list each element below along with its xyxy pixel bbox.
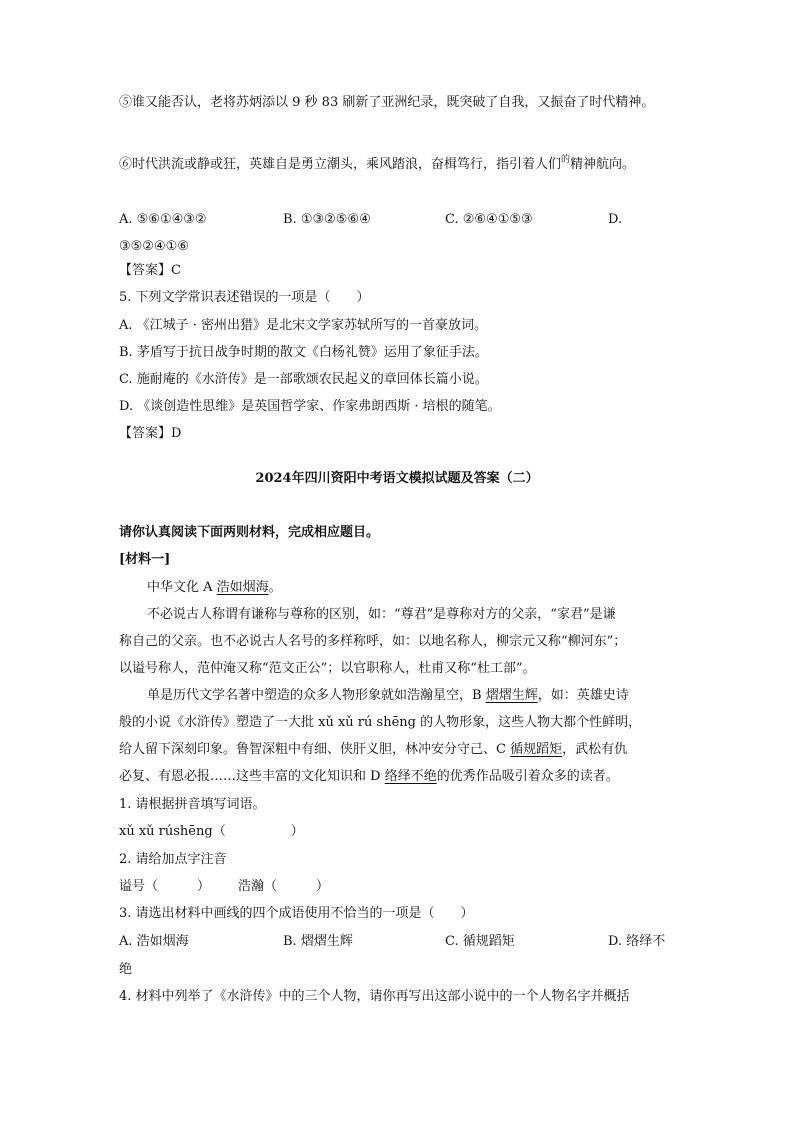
p1-end: 。 bbox=[268, 580, 282, 595]
material-1-p1 bbox=[147, 578, 282, 598]
q3-option-d-cont: 绝 bbox=[119, 962, 133, 977]
material-1-heading: [材料一] bbox=[119, 552, 171, 567]
q4-option-d: D. bbox=[608, 212, 623, 227]
q4-option-d-cont: ③⑤②④①⑥ bbox=[119, 239, 189, 254]
question-1-fill: xǔ xǔ rúshēng（ ） bbox=[119, 824, 304, 839]
question-2-fill-b: 浩瀚（ ） bbox=[238, 879, 330, 894]
q5-option-a: A. 《江城子 · 密州出猎》是北宋文学家苏轼所写的一首豪放词。 bbox=[119, 318, 488, 333]
p3-text-end: ，如：英雄史诗 bbox=[537, 688, 629, 703]
question-2: 2. 请给加点字注音 bbox=[119, 852, 227, 867]
p3-line4-end: 的优秀作品吸引着众多的读者。 bbox=[436, 769, 619, 784]
material-1-p3-line4 bbox=[119, 767, 619, 787]
idiom-b: 熠熠生辉 bbox=[485, 688, 538, 703]
question-1: 1. 请根据拼音填写词语。 bbox=[119, 797, 266, 812]
instruction: 请你认真阅读下面两则材料，完成相应题目。 bbox=[119, 525, 380, 540]
question-3: 3. 请选出材料中画线的四个成语使用不恰当的一项是（ ） bbox=[119, 906, 474, 921]
q4-answer: 【答案】C bbox=[119, 263, 181, 278]
exam-title: 2024年四川资阳中考语文模拟试题及答案（二） bbox=[255, 471, 539, 486]
item6-tail: 精神航向。 bbox=[570, 157, 636, 172]
material-1-p3-line2: 般的小说《水浒传》塑造了一大批 xǔ xǔ rú shēng 的人物形象，这些人物大都个性鲜明， bbox=[119, 715, 642, 730]
material-1-p2-line3: 以谥号称人，范仲淹又称“范文正公”；以官职称人，杜甫又称“杜工部”。 bbox=[119, 661, 536, 676]
item6-sup: 的 bbox=[561, 155, 571, 165]
q4-item-6 bbox=[119, 155, 635, 176]
q4-item-5: ⑤谁又能否认，老将苏炳添以 9 秒 83 刷新了亚洲纪录，既突破了自我，又振奋了时代精神。 bbox=[119, 95, 655, 110]
p1-text: 中华文化 A bbox=[147, 580, 217, 595]
q3-option-c: C. 循规蹈矩 bbox=[445, 934, 515, 949]
p3-line3-end: ，武松有仇 bbox=[562, 742, 628, 757]
q5-option-b: B. 茅盾写于抗日战争时期的散文《白杨礼赞》运用了象征手法。 bbox=[119, 345, 488, 360]
material-1-p3-line3 bbox=[119, 740, 627, 760]
p3-line4-text: 必复、有恩必报……这些丰富的文化知识和 D bbox=[119, 769, 385, 784]
material-1-p2-line1: 不必说古人称谓有谦称与尊称的区别，如：“尊君”是尊称对方的父亲，“家君”是谦 bbox=[147, 607, 616, 622]
p3-text: 单是历代文学名著中塑造的众多人物形象就如浩瀚星空，B bbox=[147, 688, 486, 703]
q5-answer: 【答案】D bbox=[119, 426, 182, 441]
q5-option-c: C. 施耐庵的《水浒传》是一部歌颂农民起义的章回体长篇小说。 bbox=[119, 372, 488, 387]
item6-text: ⑥时代洪流或静或狂，英雄自是勇立潮头，乘风踏浪，奋楫笃行，指引着人们 bbox=[119, 157, 562, 172]
question-2-fill-a: 谥号（ ） bbox=[119, 879, 211, 894]
q3-option-a: A. 浩如烟海 bbox=[119, 934, 189, 949]
idiom-a: 浩如烟海 bbox=[216, 580, 269, 595]
q5-stem: 5. 下列文学常识表述错误的一项是（ ） bbox=[119, 290, 370, 305]
q3-option-b: B. 熠熠生辉 bbox=[283, 934, 353, 949]
material-1-p3-line1 bbox=[147, 686, 629, 706]
material-1-p2-line2: 称自己的父亲。也不必说古人名号的多样称呼，如：以地名称人，柳宗元又称“柳河东”； bbox=[119, 634, 627, 649]
q4-option-a: A. ⑤⑥①④③② bbox=[119, 212, 207, 227]
q3-option-d: D. 络绎不 bbox=[608, 934, 666, 949]
p3-line3-text: 给人留下深刻印象。鲁智深粗中有细、侠肝义胆，林冲安分守己、C bbox=[119, 742, 511, 757]
idiom-c: 循规蹈矩 bbox=[510, 742, 563, 757]
question-4: 4. 材料中列举了《水浒传》中的三个人物，请你再写出这部小说中的一个人物名字并概括 bbox=[119, 989, 630, 1004]
q4-option-c: C. ②⑥④①⑤③ bbox=[445, 212, 533, 227]
idiom-d: 络绎不绝 bbox=[384, 769, 437, 784]
q4-option-b: B. ①③②⑤⑥④ bbox=[283, 212, 371, 227]
q5-option-d: D. 《谈创造性思维》是英国哲学家、作家弗朗西斯 · 培根的随笔。 bbox=[119, 399, 501, 414]
